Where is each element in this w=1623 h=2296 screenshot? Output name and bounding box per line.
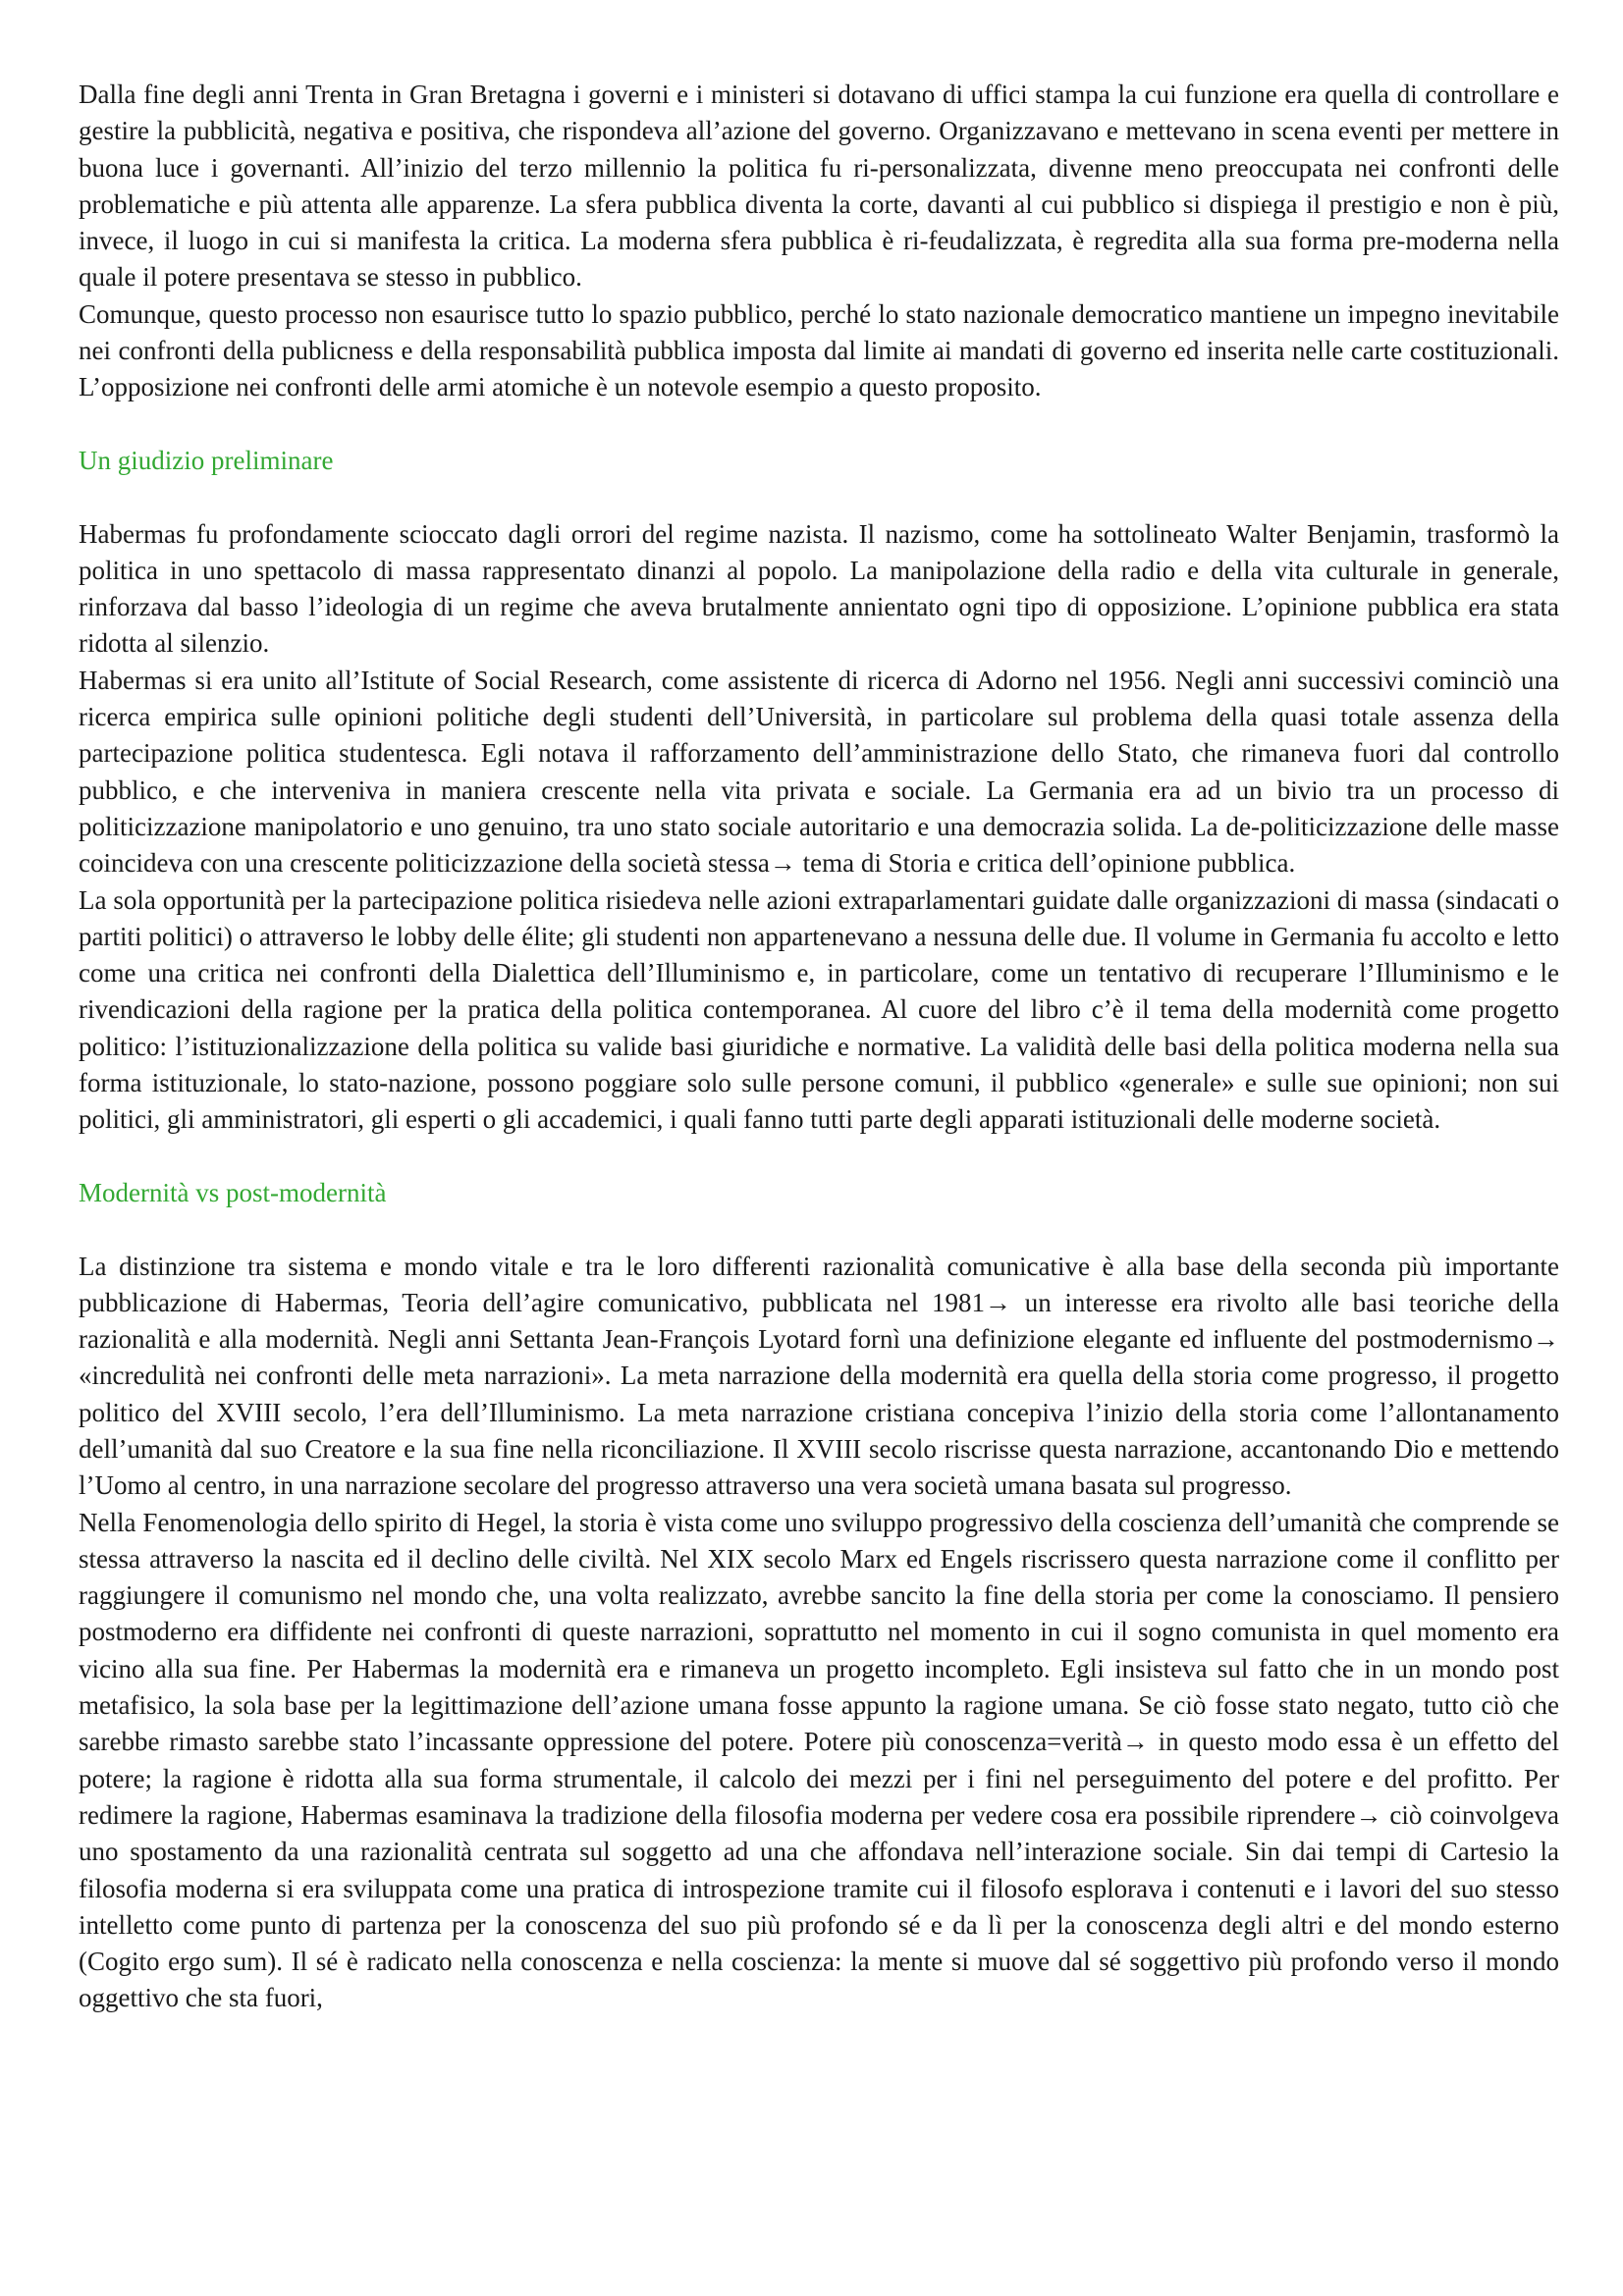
section1-paragraph-2: Habermas si era unito all’Istitute of Social Research, come assistente di ricerca di Adorno nel 1956. Negli anni successivi cominciò una ricerca empirica sulle opinioni politiche degli studenti dell’Università, in particolare sul problema della quasi totale assenza della partecipazione politica studentesca. Egli notava il rafforzamento dell’amministrazione dello Stato, che rimaneva fuori dal controllo pubblico, e che interveniva in maniera crescente nella vita privata e sociale. La Germania era ad un bivio tra un processo di politicizzazione manipolatorio e uno genuino, tra uno stato sociale autoritario e una democrazia solida. La de-politicizzazione delle masse coincideva con una crescente politicizzazione della società stessa→ tema di Storia e critica dell’opinione pubblica. xyxy=(79,665,1559,879)
intro-paragraph-2: Comunque, questo processo non esaurisce tutto lo spazio pubblico, perché lo stato nazionale democratico mantiene un impegno inevitabile nei confronti della publicness e della responsabilità pubblica imposta dal limite ai mandati di governo ed inserita nelle carte costituzionali. L’opposizione nei confronti delle armi atomiche è un notevole esempio a questo proposito. xyxy=(79,298,1559,402)
section1-paragraph-1: Habermas fu profondamente scioccato dagli orrori del regime nazista. Il nazismo, come ha sottolineato Walter Benjamin, trasformò la politica in uno spettacolo di massa rappresentato dinanzi al popolo. La manipolazione della radio e della vita culturale in generale, rinforzava dal basso l’ideologia di un regime che aveva brutalmente annientato ogni tipo di opposizione. L’opinione pubblica era stata ridotta al silenzio. xyxy=(79,518,1559,659)
spacer xyxy=(79,406,1559,443)
spacer xyxy=(79,1211,1559,1248)
document-page xyxy=(79,77,1559,2017)
section1-paragraph-3: La sola opportunità per la partecipazione politica risiedeva nelle azioni extraparlamentari guidate dalle organizzazioni di massa (sindacati o partiti politici) o attraverso le lobby delle élite; gli studenti non appartenevano a nessuna delle due. Il volume in Germania fu accolto e letto come una critica nei confronti della Dialettica dell’Illuminismo e, in particolare, come un tentativo di recuperare l’Illuminismo e le rivendicazioni della ragione per la pratica della politica contemporanea. Al cuore del libro c’è il tema della modernità come progetto politico: l’istituzionalizzazione della politica su valide basi giuridiche e normative. La validità delle basi della politica moderna nella sua forma istituzionale, lo stato-nazione, possono poggiare solo sulle persone comuni, il pubblico «generale» e sulle sue opinioni; non sui politici, gli amministratori, gli esperti o gli accademici, i quali fanno tutti parte degli apparati istituzionali delle moderne società. xyxy=(79,884,1559,1135)
section2-paragraph-2: Nella Fenomenologia dello spirito di Hegel, la storia è vista come uno sviluppo progressivo della coscienza dell’umanità che comprende se stessa attraverso la nascita ed il declino delle civiltà. Nel XIX secolo Marx ed Engels riscrissero questa narrazione come il conflitto per raggiungere il comunismo nel mondo che, una volta realizzato, avrebbe sancito la fine della storia per come la conosciamo. Il pensiero postmoderno era diffidente nei confronti di queste narrazioni, soprattutto nel momento in cui il sogno comunista in quel momento era vicino alla sua fine. Per Habermas la modernità era e rimaneva un progetto incompleto. Egli insisteva sul fatto che in un mondo post metafisico, la sola base per la legittimazione dell’azione umana fosse appunto la ragione umana. Se ciò fosse stato negato, tutto ciò che sarebbe rimasto sarebbe stato l’incassante oppressione del potere. Potere più conoscenza=verità→ in questo modo essa è un effetto del potere; la ragione è ridotta alla sua forma strumentale, il calcolo dei mezzi per i fini nel perseguimento del potere e del profitto. Per redimere la ragione, Habermas esaminava la tradizione della filosofia moderna per vedere cosa era possibile riprendere→ ciò coinvolgeva uno spostamento da una razionalità centrata sul soggetto ad una che affondava nell’interazione sociale. Sin dai tempi di Cartesio la filosofia moderna si era sviluppata come una pratica di introspezione tramite cui il filosofo esplorava i contenuti e i lavori del suo stesso intelletto come punto di partenza per la conoscenza del suo più profondo sé e da lì per la conoscenza degli altri e del mondo esterno (Cogito ergo sum). Il sé è radicato nella conoscenza e nella coscienza: la mente si muove dal sé soggettivo più profondo verso il mondo oggettivo che sta fuori, xyxy=(79,1507,1559,2013)
spacer xyxy=(79,479,1559,515)
section-heading-modernita: Modernità vs post-modernità xyxy=(79,1177,387,1207)
spacer xyxy=(79,1139,1559,1175)
intro-paragraph-1: Dalla fine degli anni Trenta in Gran Bretagna i governi e i ministeri si dotavano di uffici stampa la cui funzione era quella di controllare e gestire la pubblicità, negativa e positiva, che rispondeva all’azione del governo. Organizzavano e mettevano in scena eventi per mettere in buona luce i governanti. All’inizio del terzo millennio la politica fu ri-personalizzata, divenne meno preoccupata nei confronti delle problematiche e più attenta alle apparenze. La sfera pubblica diventa la corte, davanti al cui pubblico si dispiega il prestigio e non è più, invece, il luogo in cui si manifesta la critica. La moderna sfera pubblica è ri-feudalizzata, è regredita alla sua forma pre-moderna nella quale il potere presentava se stesso in pubblico. xyxy=(79,80,1559,293)
section-heading-giudizio: Un giudizio preliminare xyxy=(79,445,334,475)
section2-paragraph-1: La distinzione tra sistema e mondo vitale e tra le loro differenti razionalità comunicative è alla base della seconda più importante pubblicazione di Habermas, Teoria dell’agire comunicativo, pubblicata nel 1981→ un interesse era rivolto alle basi teoriche della razionalità e alla modernità. Negli anni Settanta Jean-François Lyotard fornì una definizione elegante ed influente del postmodernismo→ «incredulità nei confronti delle meta narrazioni». La meta narrazione della modernità era quella della storia come progresso, il progetto politico del XVIII secolo, l’era dell’Illuminismo. La meta narrazione cristiana concepiva l’inizio della storia come l’allontanamento dell’umanità dal suo Creatore e la sua fine nella riconciliazione. Il XVIII secolo riscrisse questa narrazione, accantonando Dio e mettendo l’Uomo al centro, in una narrazione secolare del progresso attraverso una vera società umana basata sul progresso. xyxy=(79,1251,1559,1501)
